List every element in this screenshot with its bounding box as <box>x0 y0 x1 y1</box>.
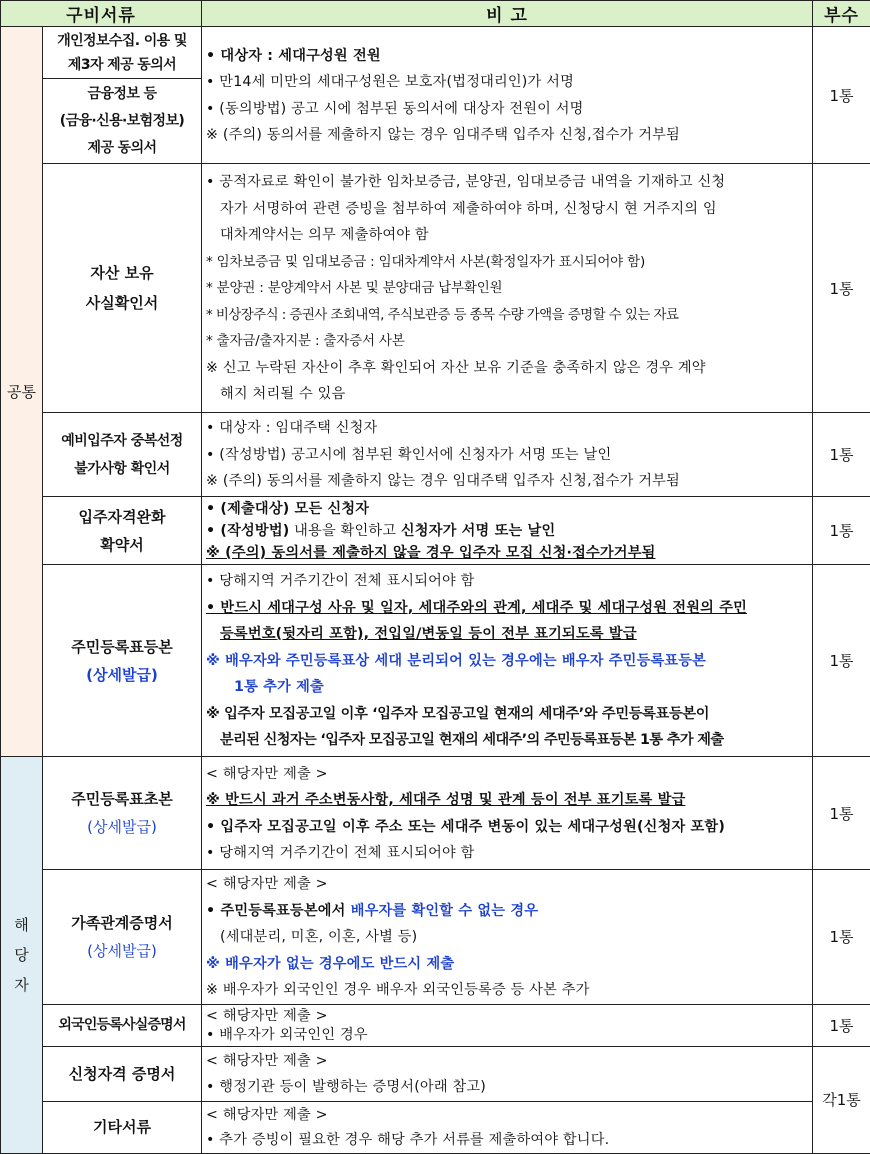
doc-foreigner-registration: 외국인등록사실증명서 <box>43 1004 202 1046</box>
header-notes: 비 고 <box>202 1 813 27</box>
doc-family-relation: 가족관계증명서 (상세발급) <box>43 870 202 1005</box>
doc-financial-consent: 금융정보 등 (금융·신용·보험정보) 제공 동의서 <box>43 79 202 164</box>
header-count: 부수 <box>813 1 870 27</box>
doc-prelim-applicant: 예비입주자 중복선정 불가사항 확인서 <box>43 413 202 497</box>
header-doc: 구비서류 <box>1 1 202 27</box>
category-applicable: 해 당 자 <box>1 757 43 1154</box>
notes-resident-abstract: < 해당자만 제출 > ※ 반드시 과거 주소변동사항, 세대주 성명 및 관계 등이 전부 표기토록 발급 • 입주자 모집공고일 이후 주소 또는 세대주 변동이 있는 세대구성원(신청자 포함) • 당해지역 거주기간이 전체 표시되어야 함 <box>202 757 813 870</box>
notes-prelim: • 대상자 : 임대주택 신청자 • (작성방법) 공고시에 첨부된 확인서에 신청자가 서명 또는 날인 ※ (주의) 동의서를 제출하지 않는 경우 임대주택 입주자 신청,접수가 거부됨 <box>202 413 813 497</box>
notes-family: < 해당자만 제출 > • 주민등록표등본에서 배우자를 확인할 수 없는 경우 (세대분리, 미혼, 이혼, 사별 등) ※ 배우자가 없는 경우에도 반드시 제출 ※ 배우자가 외국인인 경우 배우자 외국인등록증 등 사본 추가 <box>202 870 813 1005</box>
count-relax: 1통 <box>813 497 870 565</box>
notes-qualification: < 해당자만 제출 > • 행정기관 등이 발행하는 증명서(아래 참고) <box>202 1046 813 1101</box>
count-privacy: 1통 <box>813 27 870 164</box>
count-asset: 1통 <box>813 164 870 413</box>
category-common: 공통 <box>1 27 43 757</box>
doc-privacy-consent: 개인정보수집. 이용 및 제3자 제공 동의서 <box>43 27 202 79</box>
notes-privacy: • 대상자 : 세대구성원 전원 • 만14세 미만의 세대구성원은 보호자(법정대리인)가 서명 • (동의방법) 공고 시에 첨부된 동의서에 대상자 전원이 서명 ※ (주의) 동의서를 제출하지 않는 경우 임대주택 입주자 신청,접수가 거부됨 <box>202 27 813 164</box>
count-foreigner: 1통 <box>813 1004 870 1046</box>
count-shared: 각1통 <box>813 1046 870 1153</box>
count-resident-full: 1통 <box>813 565 870 757</box>
count-family: 1통 <box>813 870 870 1005</box>
doc-asset-confirmation: 자산 보유 사실확인서 <box>43 164 202 413</box>
doc-resident-abstract: 주민등록표초본 (상세발급) <box>43 757 202 870</box>
notes-resident-full: • 당해지역 거주기간이 전체 표시되어야 함 • 반드시 세대구성 사유 및 일자, 세대주와의 관계, 세대주 및 세대구성원 전원의 주민 등록번호(뒷자리 포함), 전입일/변동일 등이 전부 표기되도록 발급 ※ 배우자와 주민등록표상 세대 분리되어 있는 경우에는 배우자 주민등록표등본 1통 추가 제출 ※ 입주자 모집공고일 이후 ‘입주자 모집공고일 현재의 세대주’와 주민등록표등본이 분리된 신청자는 ‘입주자 모집공고일 현재의 세대주’의 주민등록표등본 1통 추가 제출 <box>202 565 813 757</box>
notes-other: < 해당자만 제출 > • 추가 증빙이 필요한 경우 해당 추가 서류를 제출하여야 합니다. <box>202 1101 813 1153</box>
doc-qualification-certificate: 신청자격 증명서 <box>43 1046 202 1101</box>
count-prelim: 1통 <box>813 413 870 497</box>
count-resident-abstract: 1통 <box>813 757 870 870</box>
doc-other: 기타서류 <box>43 1101 202 1153</box>
doc-qualification-relax: 입주자격완화 확약서 <box>43 497 202 565</box>
notes-relax: • (제출대상) 모든 신청자 • (작성방법) 내용을 확인하고 신청자가 서명 또는 날인 ※ (주의) 동의서를 제출하지 않을 경우 입주자 모집 신청·접수가거부됨 <box>202 497 813 565</box>
notes-foreigner: < 해당자만 제출 > • 배우자가 외국인인 경우 <box>202 1004 813 1046</box>
doc-resident-full: 주민등록표등본 (상세발급) <box>43 565 202 757</box>
notes-asset: • 공적자료로 확인이 불가한 임차보증금, 분양권, 임대보증금 내역을 기재하고 신청 자가 서명하여 관련 증빙을 첨부하여 제출하여야 하며, 신청당시 현 거주지의 임 대차계약서는 의무 제출하여야 함 * 임차보증금 및 임대보증금 : 임대차계약서 사본(확정일자가 표시되어야 함) * 분양권 : 분양계약서 사본 및 분양대금 납부확인원 * 비상장주식 : 증권사 조회내역, 주식보관증 등 종목 수량 가액을 증명할 수 있는 자료 * 출자금/출자지분 : 출자증서 사본 ※ 신고 누락된 자산이 추후 확인되어 자산 보유 기준을 충족하지 않은 경우 계약 해지 처리될 수 있음 <box>202 164 813 413</box>
